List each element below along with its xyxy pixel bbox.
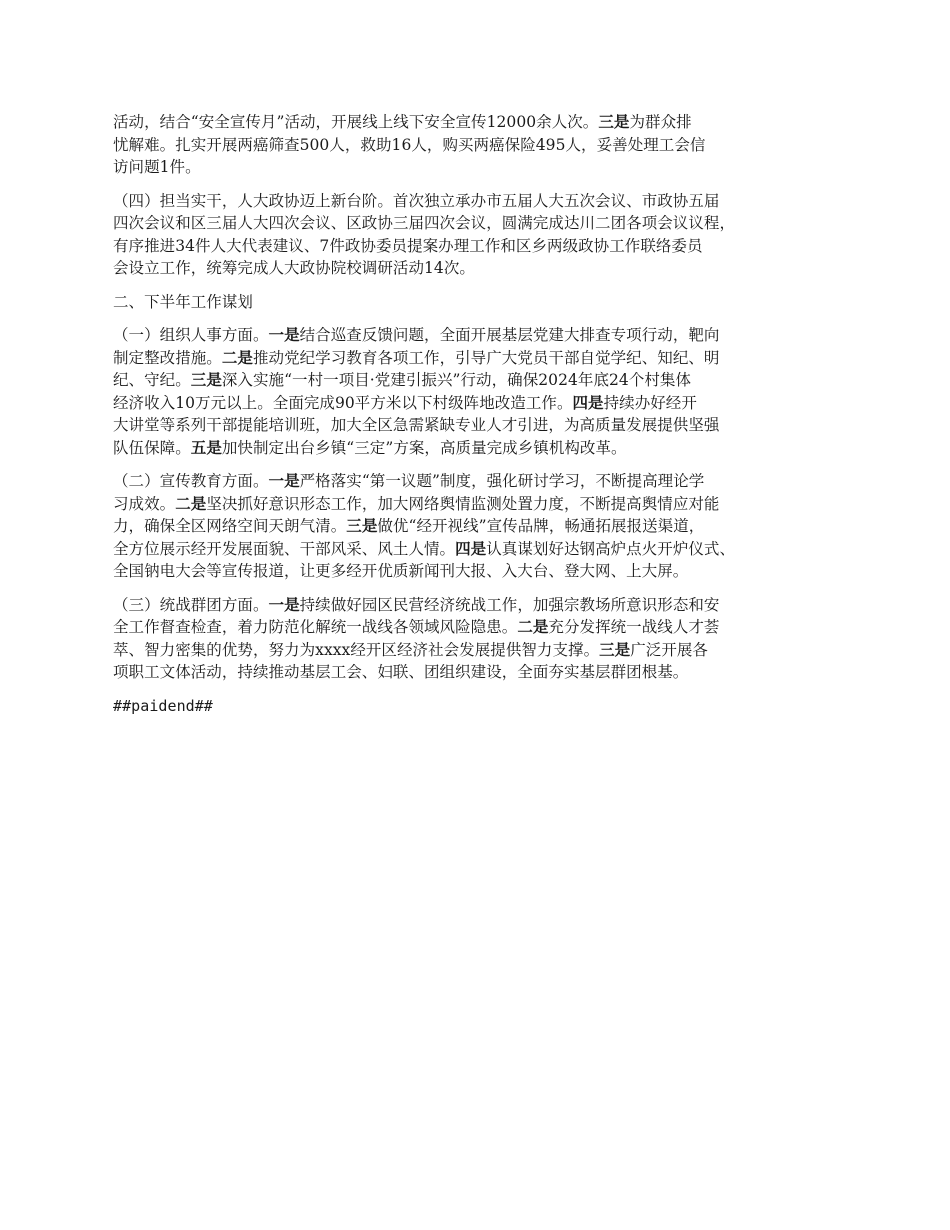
text-line — [113, 515, 848, 538]
body-text: 队伍保障。 — [113, 438, 191, 457]
body-text: 项职工文体活动，持续推动基层工会、妇联、团组织建设，全面夯实基层群团根基。 — [113, 663, 689, 681]
body-text: 有序推进34件人大代表建议、7件政协委员提案办理工作和区乡两级政协工作联络委员 — [113, 236, 703, 255]
text-line — [113, 594, 848, 617]
text-line — [113, 470, 848, 493]
text-line — [113, 156, 848, 179]
body-text: 坚决抓好意识形态工作，加大网络舆情监测处置力度，不断提高舆情应对能 — [206, 494, 720, 513]
body-text: （二）宣传教育方面。 — [113, 472, 269, 490]
body-text: 纪、守纪。 — [113, 371, 191, 389]
text-line — [113, 257, 848, 280]
body-text: 访问题1件。 — [113, 158, 201, 176]
text-line — [113, 661, 848, 684]
body-text: （一）组织人事方面。 — [113, 326, 269, 344]
emphasis-text: 四是 — [572, 392, 604, 412]
emphasis-text: 三是 — [599, 639, 631, 659]
text-line — [113, 639, 848, 662]
text-line — [113, 560, 848, 583]
body-text: 深入实施“一村一项目·党建引振兴”行动，确保2024年底24个村集体 — [221, 371, 692, 389]
body-text: 认真谋划好达钢高炉点火开炉仪式、 — [486, 539, 736, 558]
paragraph — [113, 324, 848, 459]
text-line — [113, 324, 848, 347]
emphasis-text: 三是 — [346, 516, 378, 535]
body-text: 全方位展示经开发展面貌、干部风采、风土人情。 — [113, 539, 456, 558]
body-text: 加快制定出台乡镇“三定”方案，高质量完成乡镇机构改革。 — [221, 438, 627, 457]
emphasis-text: 三是 — [598, 112, 630, 131]
emphasis-text: 二是 — [517, 617, 549, 636]
body-text: 活动，结合“安全宣传月”活动，开展线上线下安全宣传12000余人次。 — [113, 113, 599, 131]
end-marker: ##paidend## — [113, 696, 213, 715]
body-text: 推动党纪学习教育各项工作，引导广大党员干部自觉学纪、知纪、明 — [252, 348, 720, 367]
body-text: 广泛开展各 — [630, 640, 708, 659]
emphasis-text: 二是 — [175, 493, 207, 513]
body-text: 二、下半年工作谋划 — [113, 292, 253, 311]
body-text: 习成效。 — [113, 494, 176, 513]
text-line — [113, 347, 848, 370]
body-text: 做优“经开视线”宣传品牌，畅通拓展报送渠道， — [377, 517, 705, 535]
paragraph — [113, 291, 848, 314]
body-text: 会设立工作，统筹完成人大政协院校调研活动14次。 — [113, 259, 475, 277]
paragraph — [113, 594, 848, 684]
body-text: （四）担当实干，人大政协迈上新台阶。首次独立承办市五届人大五次会议、市政协五届 — [113, 191, 720, 210]
body-text: 充分发挥统一战线人才荟 — [548, 618, 720, 636]
text-line — [113, 291, 848, 314]
body-text: （三）统战群团方面。 — [113, 595, 269, 614]
body-text: 严格落实“第一议题”制度，强化研讨学习，不断提高理论学 — [299, 472, 705, 490]
body-text: 萃、智力密集的优势，努力为xxxx经开区经济社会发展提供智力支撑。 — [113, 640, 600, 659]
text-line — [113, 616, 848, 639]
emphasis-text: 二是 — [221, 347, 253, 367]
text-line — [113, 134, 848, 157]
body-text: 全工作督查检查，着力防范化解统一战线各领域风险隐患。 — [113, 618, 518, 636]
text-line — [113, 235, 848, 258]
text-line — [113, 190, 848, 213]
emphasis-text: 三是 — [190, 370, 222, 389]
body-text: 忧解难。扎实开展两癌筛查500人，救助16人，购买两癌保险495人，妥善处理工会信 — [113, 135, 706, 154]
body-text: 结合巡查反馈问题，全面开展基层党建大排查专项行动，靶向 — [299, 326, 720, 344]
text-line — [113, 392, 848, 415]
paragraph — [113, 470, 848, 583]
document-body — [113, 111, 848, 728]
text-line — [113, 437, 848, 460]
body-text: 持续做好园区民营经济统战工作，加强宗教场所意识形态和安 — [299, 595, 720, 614]
emphasis-text: 四是 — [455, 538, 487, 558]
text-line — [113, 369, 848, 392]
body-text: 四次会议和区三届人大四次会议、区政协三届四次会议，圆满完成达川二团各项会议议程， — [113, 214, 736, 232]
text-line — [113, 212, 848, 235]
emphasis-text: 一是 — [268, 594, 300, 614]
text-line — [113, 111, 848, 134]
body-text: 持续办好经开 — [603, 393, 697, 412]
body-text: 制定整改措施。 — [113, 348, 222, 367]
body-text: 为群众排 — [629, 113, 692, 131]
body-text: 全国钠电大会等宣传报道，让更多经开优质新闻刊大报、入大台、登大网、上大屏。 — [113, 562, 689, 580]
body-text: 大讲堂等系列干部提能培训班，加大全区急需紧缺专业人才引进，为高质量发展提供坚强 — [113, 416, 720, 434]
body-text: 力，确保全区网络空间天朗气清。 — [113, 517, 347, 535]
emphasis-text: 一是 — [268, 471, 300, 490]
emphasis-text: 五是 — [190, 437, 222, 457]
paragraph — [113, 111, 848, 179]
text-line — [113, 493, 848, 516]
body-text: 经济收入10万元以上。全面完成90平方米以下村级阵地改造工作。 — [113, 393, 573, 412]
text-line — [113, 414, 848, 437]
paragraph — [113, 190, 848, 280]
text-line — [113, 538, 848, 561]
emphasis-text: 一是 — [268, 325, 300, 344]
